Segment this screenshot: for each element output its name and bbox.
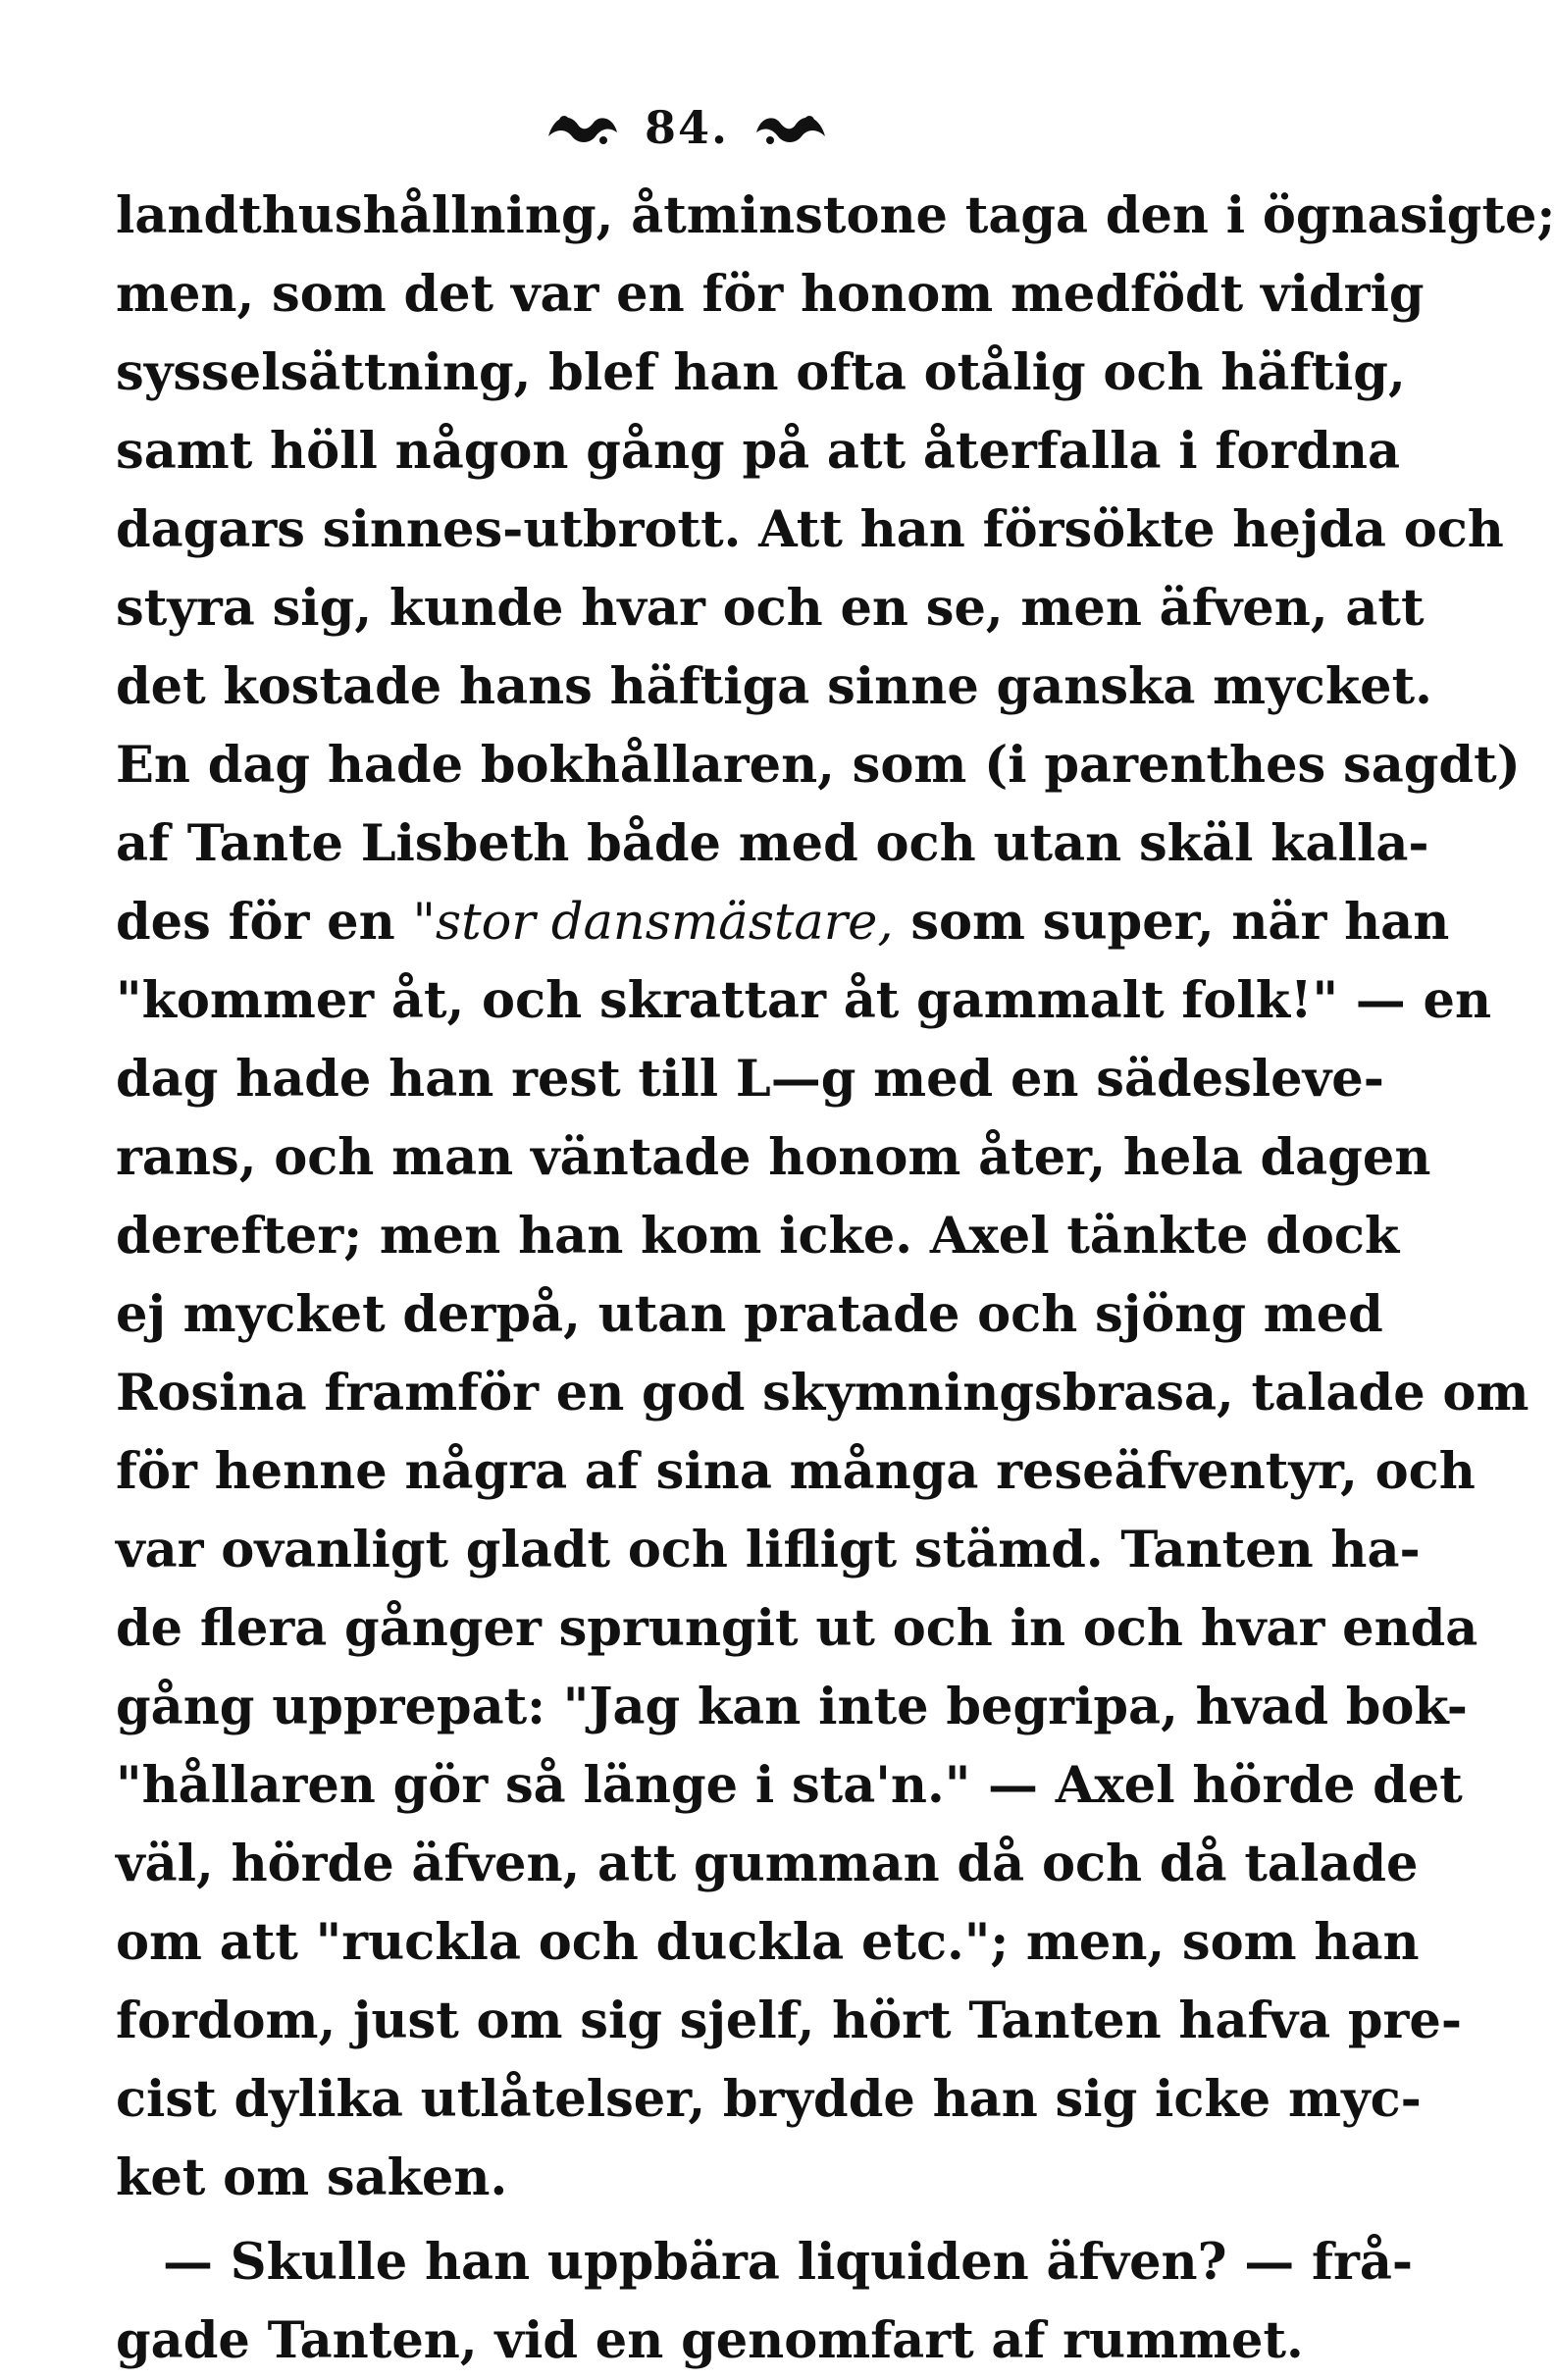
text-line: cist dylika utlåtelser, brydde han sig icke myc- [116,2070,1422,2129]
text-segment: des för en [116,893,413,952]
text-line: det kostade hans häftiga sinne ganska mycket. [116,657,1432,716]
text-line: rans, och man väntade honom åter, hela dagen [116,1128,1431,1187]
text-line: men, som det var en för honom medfödt vidrig [116,265,1425,324]
text-line: — Skulle han uppbära liquiden äfven? — frå- [163,2233,1414,2292]
text-line: sysselsättning, blef han ofta otålig och häftig, [116,343,1406,402]
text-line: En dag hade bokhållaren, som (i parenthes sagdt) [116,736,1521,795]
text-line: derefter; men han kom icke. Axel tänkte dock [116,1207,1400,1266]
text-line: samt höll någon gång på att återfalla i fordna [116,422,1401,481]
text-line: de flera gånger sprungit ut och in och hvar enda [116,1599,1478,1658]
text-line: var ovanligt gladt och lifligt stämd. Tanten ha- [116,1521,1421,1579]
text-line: Rosina framför en god skymningsbrasa, talade om [116,1364,1529,1423]
text-line: af Tante Lisbeth både med och utan skäl kalla- [116,814,1429,873]
text-line: ket om saken. [116,2148,508,2207]
page-number: 84. [644,101,730,154]
text-segment: som super, när han [893,893,1450,952]
text-line: ej mycket derpå, utan pratade och sjöng med [116,1285,1383,1344]
text-line: landthushållning, åtminstone taga den i ögnasigte; [116,186,1555,245]
text-line: styra sig, kunde hvar och en se, men äfven, att [116,579,1425,638]
text-line-with-italic [116,883,1450,961]
text-line: fordom, just om sig sjelf, hört Tanten hafva pre- [116,1992,1463,2050]
text-line: gade Tanten, vid en genomfart af rummet. [116,2311,1304,2370]
text-line: gång upprepat: "Jag kan inte begripa, hvad bok- [116,1678,1468,1736]
text-line: dagars sinnes-utbrott. Att han försökte hejda och [116,500,1504,559]
text-line: för henne några af sina många reseäfventyr, och [116,1442,1476,1501]
text-line: dag hade han rest till L—g med en sädesleve- [116,1050,1384,1109]
left-ornament-icon [544,107,621,148]
right-ornament-icon [752,107,829,148]
text-line: "kommer åt, och skrattar åt gammalt folk!" — en [116,971,1492,1030]
body-text [116,177,1555,2380]
text-line: om att "ruckla och duckla etc."; men, som han [116,1913,1420,1972]
text-line: "hållaren gör så länge i sta'n." — Axel hörde det [116,1756,1463,1815]
italic-quote: "stor dansmästare, [412,894,894,952]
text-line: väl, hörde äfven, att gumman då och då talade [116,1835,1419,1893]
page-header [0,93,1374,162]
